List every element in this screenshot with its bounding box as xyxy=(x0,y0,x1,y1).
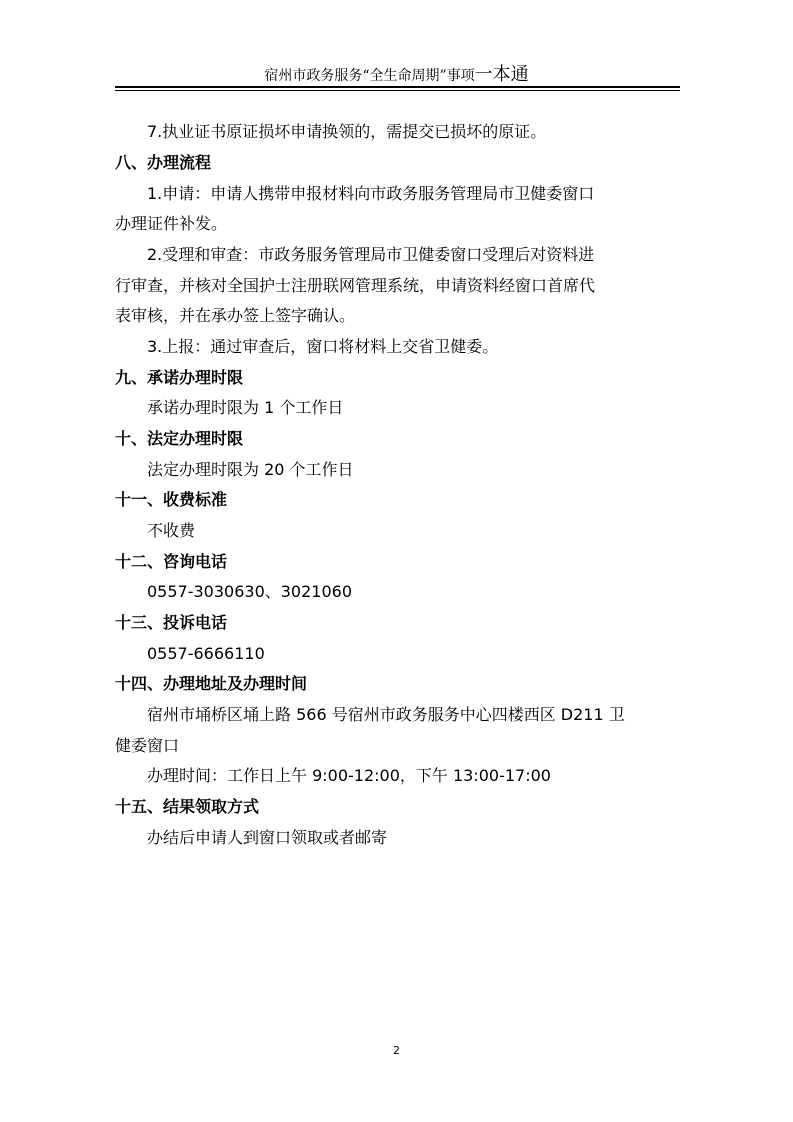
step-1-line-1: 1.申请：申请人携带申报材料向市政务服务管理局市卫健委窗口 xyxy=(147,184,595,203)
page-header xyxy=(0,60,793,86)
page-number: 2 xyxy=(393,1044,400,1057)
section-11-text: 不收费 xyxy=(147,521,196,540)
complaint-phone: 0557-6666110 xyxy=(147,644,265,663)
consult-phone: 0557-3030630、3021060 xyxy=(147,582,353,601)
step-1-line-2: 办理证件补发。 xyxy=(115,214,228,233)
address-line-1: 宿州市埇桥区埇上路 566 号宿州市政务服务中心四楼西区 D211 卫 xyxy=(147,705,625,724)
header-title: 宿州市政务服务“全生命周期”事项 xyxy=(264,68,475,84)
section-9-text: 承诺办理时限为 1 个工作日 xyxy=(147,398,344,417)
section-15-text: 办结后申请人到窗口领取或者邮寄 xyxy=(147,828,388,847)
section-heading-12: 十二、咨询电话 xyxy=(115,552,228,571)
header-rule-thin xyxy=(115,90,680,91)
address-line-2: 健委窗口 xyxy=(115,736,180,755)
section-heading-11: 十一、收费标准 xyxy=(115,490,228,509)
header-title-suffix: 一本通 xyxy=(474,64,529,85)
section-heading-8: 八、办理流程 xyxy=(115,153,212,172)
section-10-text: 法定办理时限为 20 个工作日 xyxy=(147,460,354,479)
step-2-line-2: 行审查，并核对全国护士注册联网管理系统，申请资料经窗口首席代 xyxy=(115,276,596,295)
section-heading-13: 十三、投诉电话 xyxy=(115,613,228,632)
step-3: 3.上报：通过审查后，窗口将材料上交省卫健委。 xyxy=(147,337,499,356)
section-heading-15: 十五、结果领取方式 xyxy=(115,797,260,816)
step-2-line-1: 2.受理和审查：市政务服务管理局市卫健委窗口受理后对资料进 xyxy=(147,245,595,264)
section-heading-10: 十、法定办理时限 xyxy=(115,429,244,448)
office-hours: 办理时间：工作日上午 9:00-12:00，下午 13:00-17:00 xyxy=(147,766,551,785)
header-rule xyxy=(115,86,680,88)
section-heading-14: 十四、办理地址及办理时间 xyxy=(115,674,308,693)
section-heading-9: 九、承诺办理时限 xyxy=(115,368,244,387)
step-2-line-3: 表审核，并在承办签上签字确认。 xyxy=(115,306,356,325)
paragraph-item-7: 7.执业证书原证损坏申请换领的，需提交已损坏的原证。 xyxy=(147,122,547,141)
